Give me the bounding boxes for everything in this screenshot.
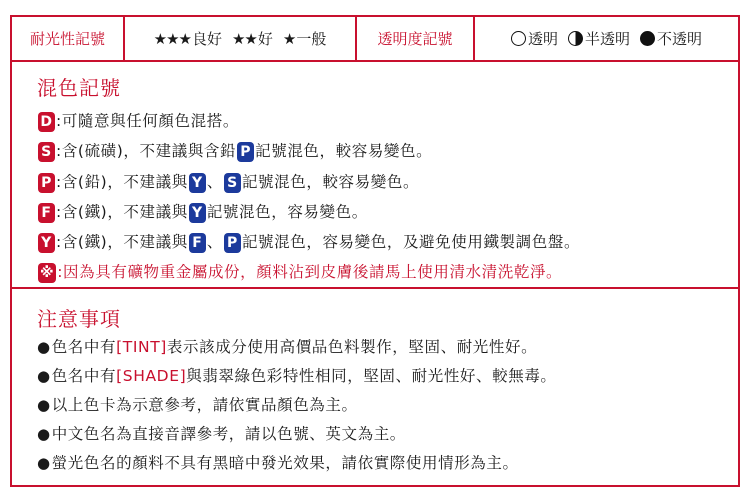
legend-header xyxy=(12,17,738,62)
two-star-icon: ★★ xyxy=(231,30,257,48)
badge-y: Y xyxy=(189,173,206,193)
notes-title: 注意事項 xyxy=(37,307,121,331)
mixing-title: 混色記號 xyxy=(37,76,121,100)
full-circle-icon xyxy=(640,31,655,46)
rule-p: P :含(鉛)，不建議與 Y 、 S 記號混色，較容易變色。 xyxy=(37,170,419,193)
transparency-legend xyxy=(475,17,738,60)
opaque-item: 不透明 xyxy=(640,28,702,49)
note-tint: ●色名中有[TINT]表示該成分使用高價品色料製作，堅固、耐光性好。 xyxy=(37,338,538,356)
rating-good: ★★★良好 xyxy=(153,30,222,48)
semi-transparent-item: 半透明 xyxy=(568,28,630,49)
badge-f: F xyxy=(38,203,55,223)
rating-fine: ★★好 xyxy=(231,30,273,48)
three-star-icon: ★★★ xyxy=(153,30,191,48)
shade-code: [SHADE] xyxy=(116,367,187,385)
tint-code: [TINT] xyxy=(116,338,167,356)
badge-d: D xyxy=(38,112,55,132)
bullet-icon: ● xyxy=(37,425,51,443)
notes-section xyxy=(12,289,738,485)
info-panel xyxy=(10,15,740,487)
rule-heavy-metal: ※ :因為具有礦物重金屬成份，顏料沾到皮膚後請馬上使用清水清洗乾淨。 xyxy=(40,263,563,281)
badge-p: P xyxy=(224,233,241,253)
note-chinese-name: ●中文色名為直接音譯參考，請以色號、英文為主。 xyxy=(37,425,406,443)
badge-s: S xyxy=(38,142,55,162)
rule-s: S :含(硫磺)，不建議與含鉛 P 記號混色，較容易變色。 xyxy=(37,139,432,162)
badge-y: Y xyxy=(38,233,55,253)
note-fluorescent: ●螢光色名的顏料不具有黑暗中發光效果，請依實際使用情形為主。 xyxy=(37,454,519,472)
bullet-icon: ● xyxy=(37,338,51,356)
badge-f: F xyxy=(189,233,206,253)
rule-f: F :含(鐵)，不建議與 Y 記號混色，容易變色。 xyxy=(37,200,368,223)
rule-y: Y :含(鐵)，不建議與 F 、 P 記號混色，容易變色，及避免使用鐵製調色盤。 xyxy=(37,230,580,253)
lightfastness-ratings xyxy=(125,17,357,60)
note-shade: ●色名中有[SHADE]與翡翠綠色彩特性相同，堅固、耐光性好、較無毒。 xyxy=(37,367,557,385)
badge-p: P xyxy=(38,173,55,193)
lightfastness-label: 耐光性記號 xyxy=(12,17,125,60)
note-color-card: ●以上色卡為示意參考，請依實品顏色為主。 xyxy=(37,396,358,414)
bullet-icon: ● xyxy=(37,454,51,472)
mixing-section xyxy=(12,60,738,289)
half-circle-icon xyxy=(568,31,583,46)
one-star-icon: ★ xyxy=(282,30,296,48)
transparency-label: 透明度記號 xyxy=(357,17,475,60)
badge-s: S xyxy=(224,173,241,193)
transparent-item: 透明 xyxy=(511,28,558,49)
bullet-icon: ● xyxy=(37,396,51,414)
rating-fair: ★一般 xyxy=(282,30,327,48)
badge-y: Y xyxy=(189,203,206,223)
badge-warning: ※ xyxy=(40,265,55,281)
rule-d: D :可隨意與任何顏色混搭。 xyxy=(37,109,239,132)
empty-circle-icon xyxy=(511,31,526,46)
bullet-icon: ● xyxy=(37,367,51,385)
badge-p: P xyxy=(237,142,254,162)
